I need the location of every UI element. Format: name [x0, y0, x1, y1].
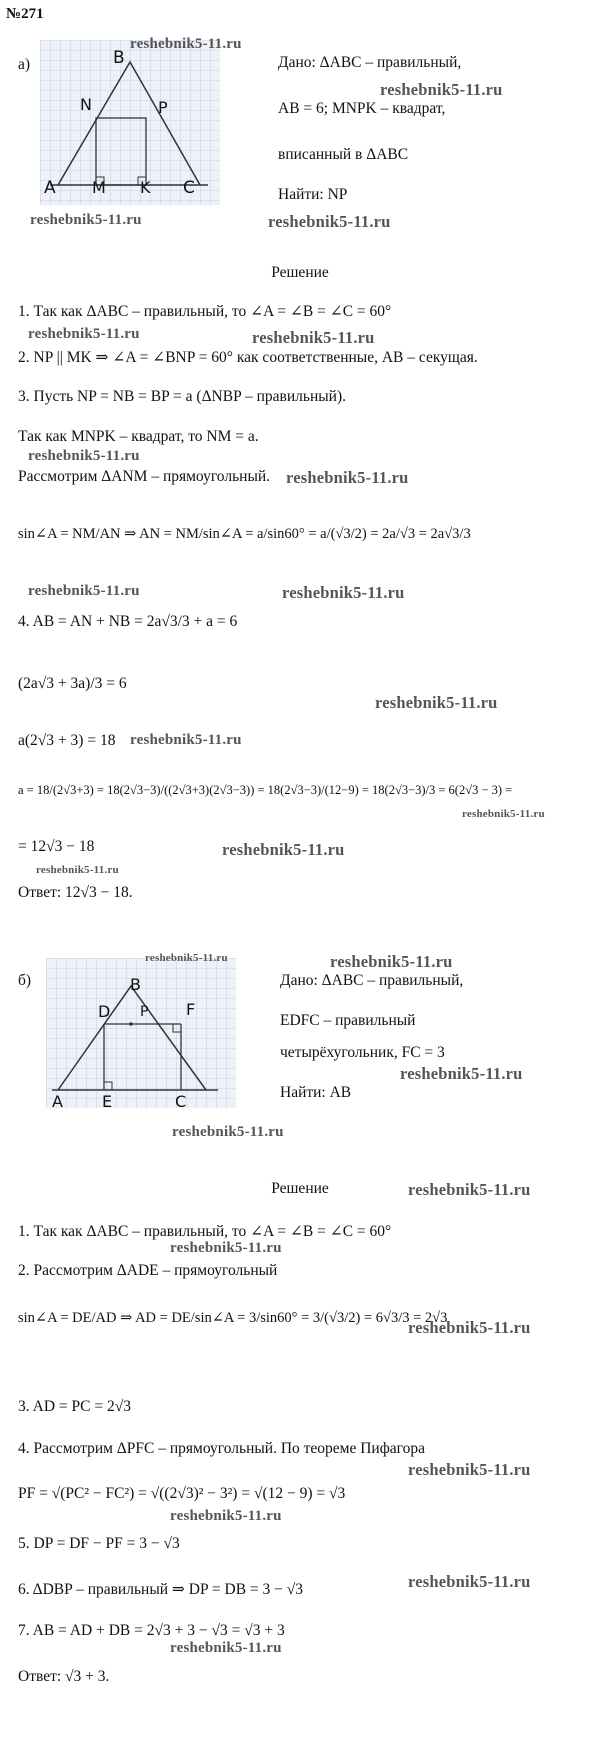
part-a-step-5: Рассмотрим ΔANM – прямоугольный.: [18, 468, 271, 485]
figure-b-triangle-quadrilateral: [46, 958, 236, 1108]
watermark: reshebnik5-11.ru: [330, 952, 453, 971]
watermark: reshebnik5-11.ru: [36, 864, 119, 876]
watermark: reshebnik5-11.ru: [286, 468, 409, 487]
part-a-given-3: вписанный в ΔABC: [278, 146, 409, 163]
watermark: reshebnik5-11.ru: [145, 952, 228, 964]
watermark: reshebnik5-11.ru: [30, 212, 142, 228]
fig-b-label-F: F: [186, 1000, 196, 1019]
fig-a-label-B: B: [113, 48, 125, 68]
fig-b-label-P: P: [140, 1004, 149, 1020]
part-b-step-1: 1. Так как ΔABC – правильный, то ∠A = ∠B = ∠C = 60°: [18, 1223, 392, 1240]
part-a-label: а): [18, 56, 31, 73]
part-b-step-4: 4. Рассмотрим ΔPFC – прямоугольный. По теореме Пифагора: [18, 1440, 425, 1457]
watermark: reshebnik5-11.ru: [172, 1124, 284, 1140]
fig-b-label-E: E: [102, 1092, 113, 1111]
part-a-formula-sin: sin∠A = NM/AN ⇒ AN = NM/sin∠A = a/sin60° = a/(√3/2) = 2a/√3 = 2a√3/3: [18, 526, 471, 542]
watermark: reshebnik5-11.ru: [222, 840, 345, 859]
part-a-given-2: AB = 6; MNPK – квадрат,: [278, 100, 446, 117]
fig-b-label-C: C: [175, 1092, 187, 1111]
watermark: reshebnik5-11.ru: [408, 1460, 531, 1479]
part-a-formula-4: a = 18/(2√3+3) = 18(2√3−3)/((2√3+3)(2√3−3)) = 18(2√3−3)/(12−9) = 18(2√3−3)/3 = 6(2√3 − 3) =: [18, 783, 513, 797]
part-b-label: б): [18, 972, 32, 989]
part-b-formula-sin: sin∠A = DE/AD ⇒ AD = DE/sin∠A = 3/sin60° = 3/(√3/2) = 6√3/3 = 2√3: [18, 1310, 448, 1326]
watermark: reshebnik5-11.ru: [408, 1572, 531, 1591]
fig-a-label-K: K: [140, 178, 151, 197]
part-b-solution-title: Решение: [271, 1180, 329, 1197]
part-a-step-4: Так как MNPK – квадрат, то NM = a.: [18, 428, 259, 445]
watermark: reshebnik5-11.ru: [28, 583, 140, 599]
fig-a-label-A: A: [44, 178, 56, 198]
part-a-formula-5: = 12√3 − 18: [18, 838, 95, 855]
part-a-step-2: 2. NP || MK ⇒ ∠A = ∠BNP = 60° как соответственные, AB – секущая.: [18, 349, 478, 366]
watermark: reshebnik5-11.ru: [408, 1180, 531, 1199]
watermark: reshebnik5-11.ru: [268, 212, 391, 231]
part-b-formula-pythagoras: PF = √(PC² − FC²) = √((2√3)² − 3²) = √(12 − 9) = √3: [18, 1485, 346, 1502]
part-b-given-4: Найти: AB: [280, 1084, 352, 1101]
watermark: reshebnik5-11.ru: [170, 1508, 282, 1524]
part-a-given-1: Дано: ΔABC – правильный,: [278, 54, 462, 71]
watermark: reshebnik5-11.ru: [375, 693, 498, 712]
fig-a-label-N: N: [80, 95, 92, 114]
part-b-step-6: 6. ΔDBP – правильный ⇒ DP = DB = 3 − √3: [18, 1581, 304, 1598]
watermark: reshebnik5-11.ru: [252, 328, 375, 347]
part-a-step-3: 3. Пусть NP = NB = BP = a (ΔNBP – правильный).: [18, 388, 347, 405]
part-a-given-4: Найти: NP: [278, 186, 348, 203]
watermark: reshebnik5-11.ru: [28, 326, 140, 342]
watermark: reshebnik5-11.ru: [130, 36, 242, 52]
watermark: reshebnik5-11.ru: [170, 1640, 282, 1656]
watermark: reshebnik5-11.ru: [380, 80, 503, 99]
fig-b-label-B: B: [130, 975, 141, 994]
fig-b-label-D: D: [98, 1002, 111, 1021]
fig-a-label-M: M: [92, 178, 106, 197]
watermark: reshebnik5-11.ru: [400, 1064, 523, 1083]
problem-number: №271: [6, 6, 44, 22]
watermark: reshebnik5-11.ru: [28, 448, 140, 464]
part-a-step-ab-sum: 4. AB = AN + NB = 2a√3/3 + a = 6: [18, 613, 238, 630]
part-a-formula-2: (2a√3 + 3a)/3 = 6: [18, 675, 127, 692]
part-a-formula-3: a(2√3 + 3) = 18: [18, 732, 116, 749]
fig-a-label-C: C: [183, 178, 195, 198]
fig-b-label-A: A: [52, 1092, 63, 1111]
part-b-step-5: 5. DP = DF − PF = 3 − √3: [18, 1535, 180, 1552]
part-b-answer: Ответ: √3 + 3.: [18, 1668, 110, 1685]
part-b-step-2: 2. Рассмотрим ΔADE – прямоугольный: [18, 1262, 278, 1279]
watermark: reshebnik5-11.ru: [130, 732, 242, 748]
part-b-given-1: Дано: ΔABC – правильный,: [280, 972, 464, 989]
part-b-step-7: 7. AB = AD + DB = 2√3 + 3 − √3 = √3 + 3: [18, 1622, 285, 1639]
fig-a-label-P: P: [158, 98, 168, 117]
watermark: reshebnik5-11.ru: [408, 1318, 531, 1337]
part-a-step-1: 1. Так как ΔABC – правильный, то ∠A = ∠B = ∠C = 60°: [18, 303, 392, 320]
part-b-given-2: EDFC – правильный: [280, 1012, 416, 1029]
part-a-answer: Ответ: 12√3 − 18.: [18, 884, 133, 901]
part-b-given-3: четырёхугольник, FC = 3: [280, 1044, 445, 1061]
watermark: reshebnik5-11.ru: [462, 808, 545, 820]
watermark: reshebnik5-11.ru: [170, 1240, 282, 1256]
watermark: reshebnik5-11.ru: [282, 583, 405, 602]
part-a-solution-title: Решение: [271, 264, 329, 281]
part-b-step-3: 3. AD = PC = 2√3: [18, 1398, 131, 1415]
